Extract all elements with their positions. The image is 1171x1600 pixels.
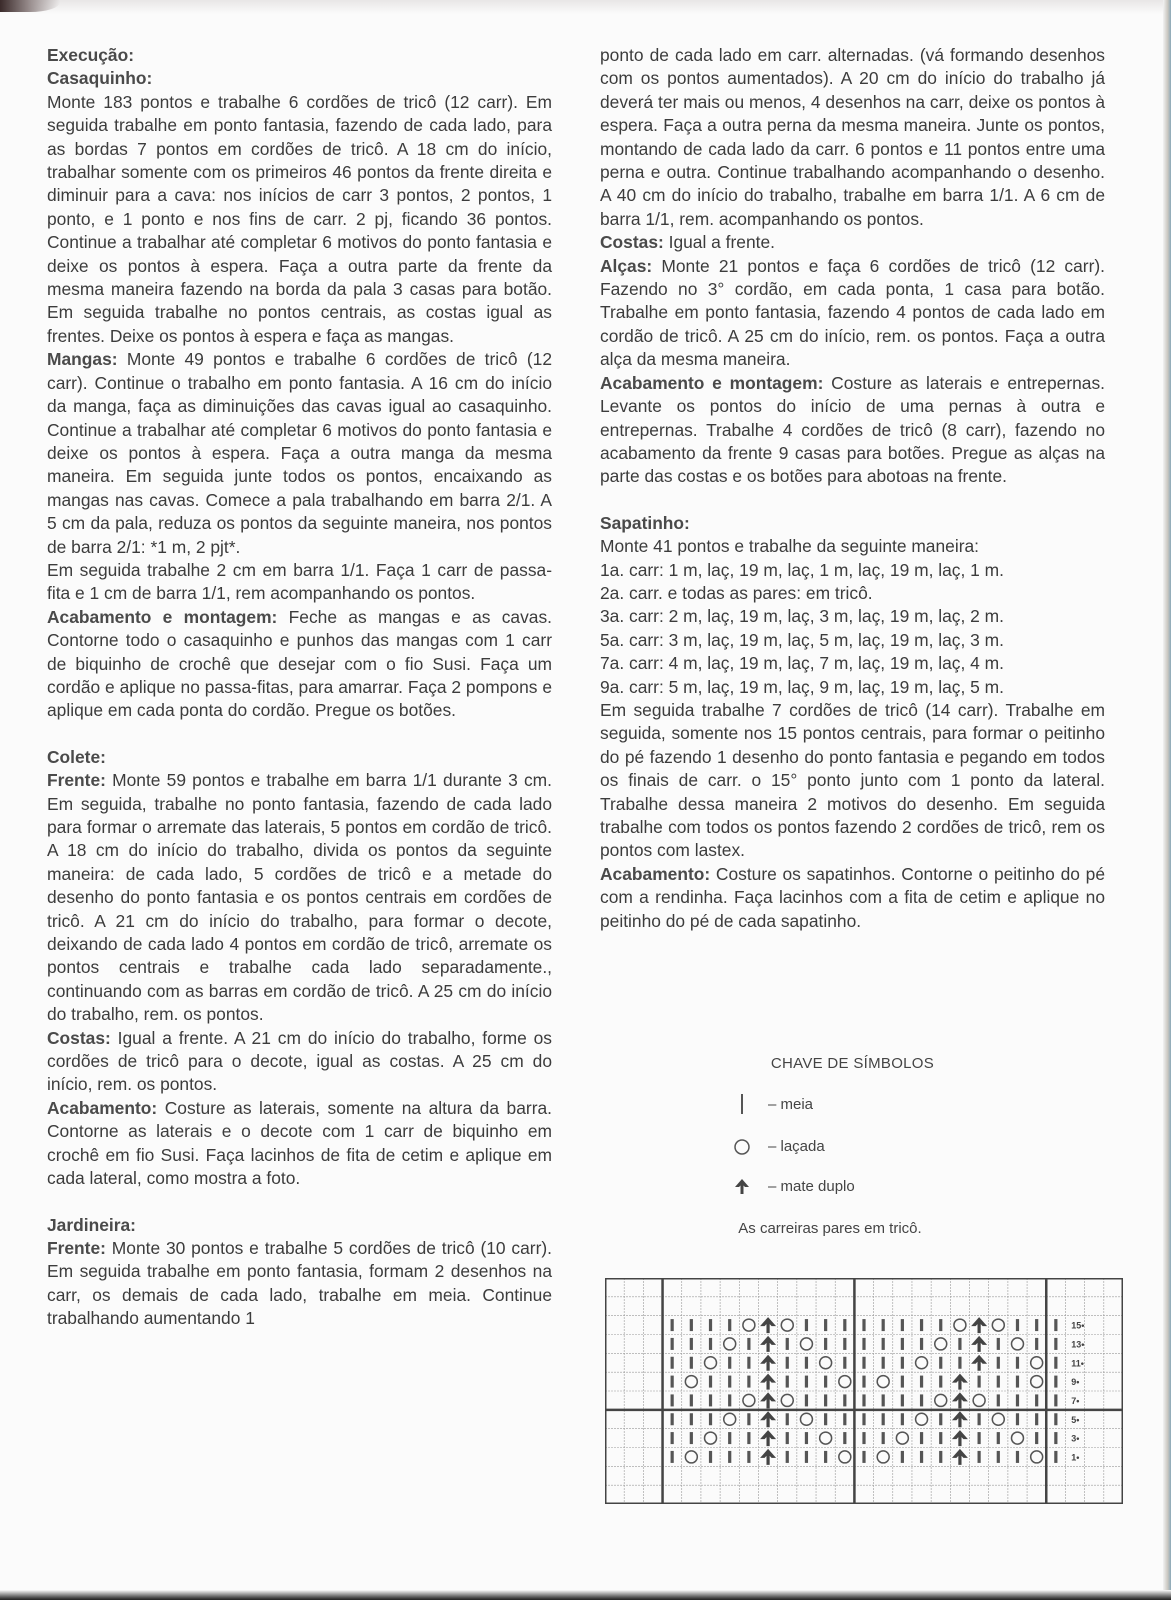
stitch-meia xyxy=(786,1451,789,1463)
stitch-lacada xyxy=(877,1451,889,1463)
stitch-meia xyxy=(843,1432,846,1444)
stitch-meia xyxy=(920,1338,923,1350)
stitch-meia xyxy=(1016,1357,1019,1369)
stitch-chart-svg xyxy=(605,1278,1123,1504)
instruction-paragraph xyxy=(47,606,552,723)
stitch-mate-duplo xyxy=(760,1449,776,1465)
stitch-meia xyxy=(709,1376,712,1388)
stitch-meia xyxy=(920,1394,923,1406)
symbol-key xyxy=(600,1055,1105,1237)
instruction-paragraph xyxy=(47,348,552,559)
stitch-meia xyxy=(709,1338,712,1350)
stitch-meia xyxy=(1016,1319,1019,1331)
stitch-meia xyxy=(901,1413,904,1425)
stitch-meia xyxy=(901,1451,904,1463)
row-number-label: 1• xyxy=(1071,1452,1080,1463)
stitch-meia xyxy=(671,1338,674,1350)
instruction-paragraph xyxy=(600,863,1105,933)
stitch-meia xyxy=(671,1394,674,1406)
stitch-meia xyxy=(958,1338,961,1350)
key-label: – laçada xyxy=(768,1137,825,1155)
paragraph-text: Em seguida trabalhe 2 cm em barra 1/1. Faça 1 carr de passa-fita e 1 cm de barra 1/1, rem acompanhando os pontos. xyxy=(47,559,552,604)
paragraph-text: Igual a frente. A 21 cm do início do trabalho, forme os cordões de tricô para o decote, igual as costas. A 25 cm do início, rem. os pontos. xyxy=(47,1027,552,1095)
paragraph-text: Monte 49 pontos e trabalhe 6 cordões de tricô (12 carr). Continue o trabalho em ponto fantasia. A 16 cm do início da manga, faça as diminuições das cavas igual ao casaquinho. Continue a trabalhar até completar 6 motivos do ponto fantasia e deixe os pontos à espera. Faça a outra manga da mesma maneira. Em seguida junte todos os pontos, encaixando as mangas nas cavas. Comece a pala trabalhando em barra 2/1. A 5 cm da pala, reduza os pontos da seguinte maneira, nos pontos de barra 2/1: *1 m, 2 pjt*. xyxy=(47,349,552,557)
paragraph-lead: Costas: xyxy=(600,232,664,253)
stitch-lacada xyxy=(896,1432,908,1444)
paragraph-lead: Acabamento: xyxy=(600,863,711,884)
stitch-meia xyxy=(728,1319,731,1331)
stitch-lacada xyxy=(820,1432,832,1444)
stitch-mate-duplo xyxy=(760,1411,776,1427)
stitch-lacada xyxy=(724,1338,736,1350)
paragraph-lead: Acabamento e montagem: xyxy=(47,606,278,627)
stitch-meia xyxy=(1054,1319,1057,1331)
stitch-lacada xyxy=(1031,1451,1043,1463)
stitch-mate-duplo xyxy=(760,1336,776,1352)
stitch-mate-duplo xyxy=(952,1411,968,1427)
stitch-lacada xyxy=(992,1413,1004,1425)
stitch-meia xyxy=(978,1376,981,1388)
stitch-mate-duplo xyxy=(760,1317,776,1333)
stitch-meia xyxy=(997,1432,1000,1444)
stitch-meia xyxy=(978,1413,981,1425)
stitch-mate-duplo xyxy=(952,1392,968,1408)
paragraph-text: Em seguida trabalhe 7 cordões de tricô (14 carr). Trabalhe em seguida, somente nos 15 pontos centrais, para formar o peitinho do pé fazendo 1 desenho do ponto fantasia e pegando em todos os finais de carr. o 15° ponto junto com 1 ponto da lateral. Trabalhe dessa maneira 2 motivos do desenho. Em seguida trabalhe com todos os pontos fazendo 2 cordões de tricô, rem os pontos com lastex. xyxy=(600,699,1105,861)
stitch-meia xyxy=(1035,1394,1038,1406)
stitch-meia xyxy=(786,1413,789,1425)
key-label: – mate duplo xyxy=(768,1177,855,1195)
stitch-lacada xyxy=(800,1338,812,1350)
key-item-mate-duplo xyxy=(730,1175,855,1197)
stitch-meia xyxy=(997,1338,1000,1350)
stitch-meia xyxy=(920,1319,923,1331)
stitch-meia xyxy=(939,1432,942,1444)
instruction-line: 9a. carr: 5 m, laç, 19 m, laç, 9 m, laç, 19 m, laç, 5 m. xyxy=(600,676,1004,697)
stitch-meia xyxy=(901,1394,904,1406)
stitch-lacada xyxy=(820,1357,832,1369)
row-number-label: 9• xyxy=(1071,1377,1080,1388)
row-number-label: 11• xyxy=(1071,1358,1084,1369)
stitch-meia xyxy=(862,1413,865,1425)
stitch-meia xyxy=(882,1394,885,1406)
paragraph-lead: Alças: xyxy=(600,255,653,276)
paragraph-lead: Acabamento e montagem: xyxy=(600,372,824,393)
paragraph-text: Monte 183 pontos e trabalhe 6 cordões de tricô (12 carr). Em seguida trabalhe em ponto fantasia, fazendo de cada lado, para as bordas 7 pontos em cordões de tricô. A 18 cm do início, trabalhar somente com os primeiros 46 pontos da frente direita e diminuir para a cava: nos inícios de carr 3 pontos, 2 pontos, 1 ponto, e 1 ponto e nos fins de carr. 2 pj, ficando 36 pontos. Continue a trabalhar até completar 6 motivos do ponto fantasia e deixe os pontos à espera. Faça a outra parte da frente da mesma maneira fazendo na borda da pala 3 casas para botão. Em seguida trabalhe no pontos centrais, as costas igual as frentes. Deixe os pontos à espera e faça as mangas. xyxy=(47,91,552,346)
stitch-meia xyxy=(709,1413,712,1425)
stitch-meia xyxy=(786,1338,789,1350)
stitch-lacada xyxy=(743,1319,755,1331)
circle-icon xyxy=(730,1136,754,1156)
stitch-meia xyxy=(690,1432,693,1444)
paragraph-text: Costure as laterais, somente na altura da barra. Contorne as laterais e o decote com 1 carr de biquinho em crochê em fio Susi. Faça lacinhos de fita de cetim e aplique em cada lateral, como mostra a foto. xyxy=(47,1097,552,1189)
section-heading: Casaquinho: xyxy=(47,68,153,89)
stitch-meia xyxy=(728,1451,731,1463)
stitch-meia xyxy=(901,1338,904,1350)
instruction-paragraph xyxy=(600,231,1105,254)
instruction-line: 5a. carr: 3 m, laç, 19 m, laç, 5 m, laç, 19 m, laç, 3 m. xyxy=(600,629,1004,650)
instruction-paragraph xyxy=(47,1097,552,1191)
stitch-mate-duplo xyxy=(760,1374,776,1390)
stitch-meia xyxy=(997,1394,1000,1406)
stitch-lacada xyxy=(1031,1376,1043,1388)
stitch-lacada xyxy=(781,1394,793,1406)
stitch-meia xyxy=(805,1357,808,1369)
stitch-lacada xyxy=(877,1376,889,1388)
stitch-meia xyxy=(882,1338,885,1350)
row-number-label: 15• xyxy=(1071,1320,1085,1331)
stitch-meia xyxy=(671,1357,674,1369)
stitch-meia xyxy=(862,1376,865,1388)
stitch-meia xyxy=(1016,1394,1019,1406)
vertical-bar-icon xyxy=(730,1093,754,1115)
stitch-lacada xyxy=(685,1451,697,1463)
stitch-meia xyxy=(805,1451,808,1463)
stitch-meia xyxy=(824,1376,827,1388)
symbol-key-title: CHAVE DE SÍMBOLOS xyxy=(770,1055,935,1072)
stitch-lacada xyxy=(1031,1357,1043,1369)
stitch-meia xyxy=(843,1319,846,1331)
stitch-mate-duplo xyxy=(952,1430,968,1446)
stitch-meia xyxy=(1054,1357,1057,1369)
stitch-lacada xyxy=(705,1357,717,1369)
stitch-meia xyxy=(939,1376,942,1388)
stitch-lacada xyxy=(743,1394,755,1406)
section-heading: Colete: xyxy=(47,746,106,767)
stitch-meia xyxy=(709,1451,712,1463)
stitch-meia xyxy=(843,1338,846,1350)
stitch-meia xyxy=(862,1338,865,1350)
stitch-lacada xyxy=(973,1394,985,1406)
stitch-meia xyxy=(824,1413,827,1425)
stitch-meia xyxy=(747,1432,750,1444)
stitch-meia xyxy=(939,1413,942,1425)
paragraph-lead: Acabamento: xyxy=(47,1097,158,1118)
stitch-lacada xyxy=(705,1432,717,1444)
row-number-label: 5• xyxy=(1071,1414,1080,1425)
stitch-meia xyxy=(882,1413,885,1425)
symbol-key-note: As carreiras pares em tricô. xyxy=(738,1220,922,1237)
instruction-paragraph xyxy=(600,372,1105,489)
stitch-meia xyxy=(1054,1432,1057,1444)
stitch-meia xyxy=(728,1376,731,1388)
paragraph-text: Monte 21 pontos e faça 6 cordões de tricô (12 carr). Fazendo no 3° cordão, em cada ponta, 1 casa para botão. Trabalhe em ponto fantasia, fazendo 4 pontos de cada lado em cordão de tricô. A 25 cm do início, rem. os pontos. Faça a outra alça da mesma maneira. xyxy=(600,255,1105,370)
stitch-meia xyxy=(728,1394,731,1406)
stitch-meia xyxy=(824,1394,827,1406)
stitch-meia xyxy=(1035,1432,1038,1444)
instruction-line: 3a. carr: 2 m, laç, 19 m, laç, 3 m, laç, 19 m, laç, 2 m. xyxy=(600,606,1004,627)
stitch-lacada xyxy=(1011,1432,1023,1444)
stitch-meia xyxy=(671,1376,674,1388)
section-gap xyxy=(47,1191,552,1214)
paragraph-text: Costure as laterais e entrepernas. Levante os pontos do início de uma pernas à outra e entrepernas. Trabalhe 4 cordões de tricô (8 carr), fazendo no acabamento da frente 9 casas para botões. Pregue as alças na parte das costas e os botões para abotoas na frente. xyxy=(600,372,1105,487)
stitch-meia xyxy=(709,1319,712,1331)
stitch-lacada xyxy=(839,1451,851,1463)
key-label: – meia xyxy=(768,1095,814,1113)
row-number-label: 13• xyxy=(1071,1339,1085,1350)
stitch-lacada xyxy=(954,1319,966,1331)
stitch-meia xyxy=(728,1432,731,1444)
stitch-meia xyxy=(786,1357,789,1369)
section-heading: Jardineira: xyxy=(47,1214,136,1235)
stitch-mate-duplo xyxy=(760,1355,776,1371)
stitch-meia xyxy=(901,1376,904,1388)
stitch-meia xyxy=(939,1357,942,1369)
stitch-mate-duplo xyxy=(760,1392,776,1408)
stitch-meia xyxy=(997,1376,1000,1388)
stitch-lacada xyxy=(781,1319,793,1331)
stitch-meia xyxy=(709,1394,712,1406)
paragraph-text: Monte 59 pontos e trabalhe em barra 1/1 durante 3 cm. Em seguida, trabalhe no ponto fantasia, fazendo de cada lado para formar o arremate das laterais, 5 pontos em cordão de tricô. A 18 cm do início do trabalho, divida os pontos da seguinte maneira: de cada lado, 5 cordões de tricô e a metade do desenho do ponto fantasia e os pontos centrais em cordões de tricô. A 21 cm do início do trabalho, para formar o decote, deixando de cada lado 4 pontos em cordão de tricô, arremate os pontos centrais e trabalhe cada lado separadamente., continuando com as barras em cordão de tricô. A 25 cm do início do trabalho, rem. os pontos. xyxy=(47,770,552,1025)
stitch-meia xyxy=(1016,1413,1019,1425)
stitch-mate-duplo xyxy=(971,1355,987,1371)
stitch-meia xyxy=(882,1319,885,1331)
stitch-meia xyxy=(786,1376,789,1388)
stitch-meia xyxy=(978,1451,981,1463)
stitch-meia xyxy=(805,1394,808,1406)
instruction-line: 2a. carr. e todas as pares: em tricô. xyxy=(600,582,873,603)
stitch-meia xyxy=(862,1432,865,1444)
stitch-mate-duplo xyxy=(952,1374,968,1390)
stitch-meia xyxy=(1016,1376,1019,1388)
stitch-meia xyxy=(824,1338,827,1350)
paragraph-lead: Costas: xyxy=(47,1027,111,1048)
stitch-meia xyxy=(747,1338,750,1350)
paragraph-lead: Mangas: xyxy=(47,349,118,370)
stitch-lacada xyxy=(935,1394,947,1406)
stitch-meia xyxy=(862,1319,865,1331)
stitch-lacada xyxy=(724,1413,736,1425)
instruction-line: Monte 41 pontos e trabalhe da seguinte maneira: xyxy=(600,536,979,557)
instruction-paragraph xyxy=(47,91,552,348)
stitch-meia xyxy=(939,1451,942,1463)
stitch-meia xyxy=(1016,1451,1019,1463)
stitch-meia xyxy=(901,1357,904,1369)
stitch-mate-duplo xyxy=(971,1317,987,1333)
stitch-lacada xyxy=(800,1413,812,1425)
stitch-meia xyxy=(747,1451,750,1463)
instruction-line: 1a. carr: 1 m, laç, 19 m, laç, 1 m, laç, 19 m, laç, 1 m. xyxy=(600,559,1004,580)
stitch-meia xyxy=(690,1338,693,1350)
stitch-chart xyxy=(605,1278,1123,1509)
key-item-meia xyxy=(730,1093,813,1115)
stitch-lacada xyxy=(1011,1338,1023,1350)
stitch-meia xyxy=(805,1432,808,1444)
stitch-meia xyxy=(671,1413,674,1425)
stitch-meia xyxy=(997,1357,1000,1369)
instruction-paragraph xyxy=(600,255,1105,372)
stitch-meia xyxy=(939,1319,942,1331)
stitch-meia xyxy=(1054,1376,1057,1388)
stitch-lacada xyxy=(839,1376,851,1388)
stitch-lacada xyxy=(992,1319,1004,1331)
stitch-lacada xyxy=(916,1413,928,1425)
stitch-meia xyxy=(862,1451,865,1463)
stitch-meia xyxy=(747,1413,750,1425)
stitch-meia xyxy=(997,1451,1000,1463)
stitch-meia xyxy=(843,1357,846,1369)
stitch-meia xyxy=(805,1376,808,1388)
stitch-meia xyxy=(747,1376,750,1388)
instruction-line: 7a. carr: 4 m, laç, 19 m, laç, 7 m, laç, 19 m, laç, 4 m. xyxy=(600,653,1004,674)
paragraph-text: Feche as mangas e as cavas. Contorne todo o casaquinho e punhos das mangas com 1 carr de biquinho de crochê que desejar com o fio Susi. Faça um cordão e aplique no passa-fitas, para amarrar. Faça 2 pompons e aplique em cada ponta do cordão. Pregue os botões. xyxy=(47,606,552,721)
stitch-meia xyxy=(862,1357,865,1369)
stitch-lacada xyxy=(685,1376,697,1388)
stitch-meia xyxy=(901,1319,904,1331)
instruction-paragraph xyxy=(600,699,1105,863)
instruction-paragraph xyxy=(600,44,1105,231)
stitch-meia xyxy=(882,1357,885,1369)
page-edge-right xyxy=(1163,0,1171,1600)
section-gap xyxy=(600,489,1105,512)
stitch-meia xyxy=(690,1413,693,1425)
stitch-meia xyxy=(728,1357,731,1369)
stitch-mate-duplo xyxy=(952,1449,968,1465)
stitch-meia xyxy=(690,1357,693,1369)
paragraph-text: ponto de cada lado em carr. alternadas. (vá formando desenhos com os pontos aumentados). A 20 cm do início do trabalho já deverá ter mais ou menos, 4 desenhos na carr, deixe os pontos à espera. Faça a outra perna da mesma maneira. Junte os pontos, montando de cada lado da carr. 6 pontos e 11 pontos entre uma perna e outra. Continue trabalhando acompanhando o desenho. A 40 cm do início do trabalho, trabalhe em barra 1/1. A 6 cm de barra 1/1, rem. acompanhando os pontos. xyxy=(600,45,1105,229)
stitch-meia xyxy=(920,1451,923,1463)
stitch-meia xyxy=(824,1319,827,1331)
stitch-meia xyxy=(862,1394,865,1406)
stitch-meia xyxy=(1035,1319,1038,1331)
page-edge-top xyxy=(0,0,1171,14)
paragraph-text: Igual a frente. xyxy=(663,232,775,253)
stitch-meia xyxy=(1054,1451,1057,1463)
instruction-paragraph xyxy=(47,559,552,606)
stitch-meia xyxy=(805,1319,808,1331)
stitch-meia xyxy=(1054,1338,1057,1350)
stitch-meia xyxy=(1035,1338,1038,1350)
section-heading: Sapatinho: xyxy=(600,512,690,533)
stitch-meia xyxy=(824,1451,827,1463)
instruction-paragraph xyxy=(47,1027,552,1097)
stitch-meia xyxy=(690,1319,693,1331)
stitch-meia xyxy=(671,1319,674,1331)
stitch-meia xyxy=(747,1357,750,1369)
stitch-mate-duplo xyxy=(760,1430,776,1446)
stitch-mate-duplo xyxy=(971,1336,987,1352)
right-text-column xyxy=(600,44,1105,933)
stitch-meia xyxy=(671,1432,674,1444)
stitch-lacada xyxy=(935,1338,947,1350)
stitch-meia xyxy=(690,1394,693,1406)
stitch-meia xyxy=(920,1432,923,1444)
stitch-meia xyxy=(843,1394,846,1406)
stitch-meia xyxy=(1035,1413,1038,1425)
stitch-meia xyxy=(1054,1413,1057,1425)
instruction-paragraph xyxy=(47,769,552,1026)
up-arrow-icon xyxy=(730,1176,754,1196)
paragraph-lead: Frente: xyxy=(47,1237,106,1258)
section-gap xyxy=(47,723,552,746)
key-item-lacada xyxy=(730,1135,825,1157)
page-edge-bottom xyxy=(0,1590,1171,1600)
row-number-label: 3• xyxy=(1071,1433,1080,1444)
stitch-meia xyxy=(920,1376,923,1388)
stitch-lacada xyxy=(916,1357,928,1369)
stitch-meia xyxy=(978,1432,981,1444)
paragraph-text: Monte 30 pontos e trabalhe 5 cordões de tricô (10 carr). Em seguida trabalhe em ponto fantasia, formam 2 desenhos na carr, os demais de cada lado, trabalhe em meia. Continue trabalhando aumentando 1 xyxy=(47,1237,552,1329)
stitch-meia xyxy=(882,1432,885,1444)
paragraph-lead: Frente: xyxy=(47,770,106,791)
stitch-meia xyxy=(671,1451,674,1463)
stitch-meia xyxy=(958,1357,961,1369)
paragraph-text: Costure os sapatinhos. Contorne o peitinho do pé com a rendinha. Faça lacinhos com a fita de cetim e aplique no peitinho do pé de cada sapatinho. xyxy=(600,863,1105,931)
row-number-label: 7• xyxy=(1071,1395,1080,1406)
left-text-column xyxy=(47,44,552,1331)
instruction-paragraph xyxy=(47,1237,552,1331)
stitch-meia xyxy=(843,1413,846,1425)
section-heading: Execução: xyxy=(47,45,134,65)
stitch-meia xyxy=(786,1432,789,1444)
stitch-meia xyxy=(1054,1394,1057,1406)
